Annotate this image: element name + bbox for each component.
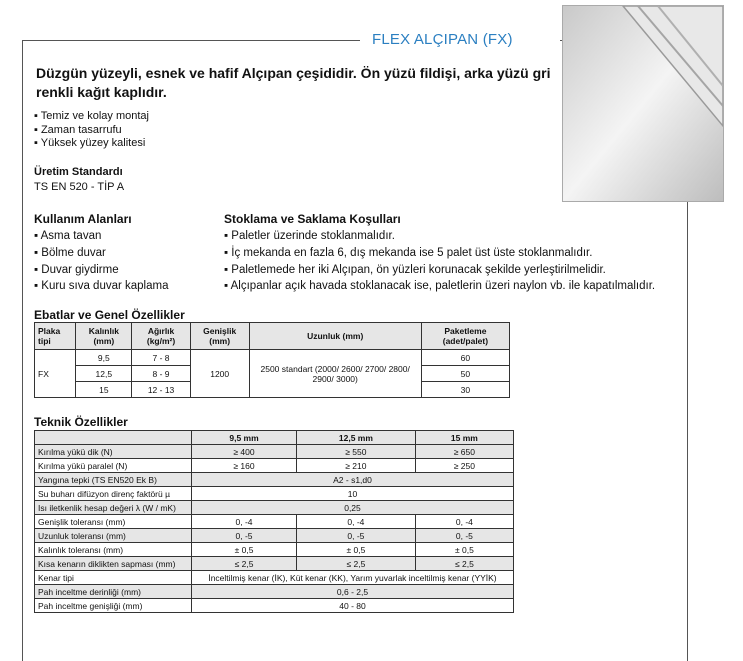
table-cell: İnceltilmiş kenar (İK), Küt kenar (KK), Yarım yuvarlak inceltilmiş kenar (YYİK) <box>192 571 514 585</box>
table-cell: 0, -4 <box>192 515 297 529</box>
row-label: Kalınlık toleransı (mm) <box>35 543 192 557</box>
table-cell: ≥ 400 <box>192 445 297 459</box>
table-cell: 7 - 8 <box>132 350 191 366</box>
table-cell: 12 - 13 <box>132 382 191 398</box>
table-cell: 15 <box>76 382 132 398</box>
table-cell: 10 <box>192 487 514 501</box>
header-cell: Plaka tipi <box>35 323 76 350</box>
table-cell: 50 <box>421 366 509 382</box>
storage-item: ▪ Alçıpanlar açık havada stoklanacak ise, paletlerin üzeri naylon vb. ile kapatılmalıdır. <box>224 280 656 293</box>
header-cell <box>35 431 192 445</box>
table-cell: ≥ 250 <box>415 459 513 473</box>
headline: Düzgün yüzeyli, esnek ve hafif Alçıpan çeşididir. Ön yüzü fildişi, arka yüzü gri renkli kağıt kaplıdır. <box>36 65 551 100</box>
table-row <box>35 585 514 599</box>
technical-table <box>34 430 514 613</box>
table-cell: 0, -5 <box>297 529 416 543</box>
product-image <box>562 5 724 202</box>
storage-item: ▪ Paletlemede her iki Alçıpan, ön yüzleri korunacak şekilde yerleştirilmelidir. <box>224 263 606 276</box>
table-cell: A2 - s1,d0 <box>192 473 514 487</box>
feature-list <box>34 110 149 151</box>
page-title: FLEX ALÇIPAN (FX) <box>372 31 513 48</box>
usage-item: ▪ Kuru sıva duvar kaplama <box>34 280 169 293</box>
technical-heading: Teknik Özellikler <box>34 415 128 429</box>
storage-item: ▪ Paletler üzerinde stoklanmalıdır. <box>224 230 395 242</box>
usage-list <box>34 228 168 295</box>
table-cell: ± 0,5 <box>297 543 416 557</box>
row-label: Kısa kenarın diklikten sapması (mm) <box>35 557 192 571</box>
standard-value: TS EN 520 - TİP A <box>34 181 125 193</box>
table-row <box>35 445 514 459</box>
header-cell: 15 mm <box>415 431 513 445</box>
standard-heading: Üretim Standardı <box>34 166 123 178</box>
table-cell: 60 <box>421 350 509 366</box>
header-cell: Uzunluk (mm) <box>249 323 421 350</box>
usage-item: ▪ Asma tavan <box>34 230 102 242</box>
table-cell: ≤ 2,5 <box>415 557 513 571</box>
table-row <box>35 571 514 585</box>
type-cell: FX <box>35 350 76 398</box>
table-cell: ≥ 160 <box>192 459 297 473</box>
header-cell: Kalınlık (mm) <box>76 323 132 350</box>
header-cell: 9,5 mm <box>192 431 297 445</box>
technical-body <box>35 445 514 613</box>
usage-item: ▪ Bölme duvar <box>34 246 106 259</box>
table-cell: ≥ 550 <box>297 445 416 459</box>
table-cell: ± 0,5 <box>415 543 513 557</box>
header-cell: Ağırlık (kg/m²) <box>132 323 191 350</box>
table-cell: ± 0,5 <box>192 543 297 557</box>
table-cell: 12,5 <box>76 366 132 382</box>
dimensions-table <box>34 322 510 398</box>
row-label: Kırılma yükü paralel (N) <box>35 459 192 473</box>
table-cell: 0, -4 <box>297 515 416 529</box>
usage-heading: Kullanım Alanları <box>34 212 132 226</box>
storage-heading: Stoklama ve Saklama Koşulları <box>224 212 401 226</box>
table-cell: ≤ 2,5 <box>192 557 297 571</box>
dimensions-heading: Ebatlar ve Genel Özellikler <box>34 308 185 322</box>
table-cell: 0, -5 <box>192 529 297 543</box>
table-row <box>35 529 514 543</box>
table-cell: 8 - 9 <box>132 366 191 382</box>
storage-list <box>224 228 655 295</box>
storage-item: ▪ İç mekanda en fazla 6, dış mekanda ise 5 palet üst üste stoklanmalıdır. <box>224 246 593 259</box>
table-cell: 0, -5 <box>415 529 513 543</box>
table-row <box>35 557 514 571</box>
row-label: Genişlik toleransı (mm) <box>35 515 192 529</box>
header-cell: Paketleme (adet/palet) <box>421 323 509 350</box>
feature-item: ▪ Temiz ve kolay montaj <box>34 110 149 122</box>
width-cell: 1200 <box>190 350 249 398</box>
usage-item: ▪ Duvar giydirme <box>34 263 119 276</box>
table-cell: 9,5 <box>76 350 132 366</box>
feature-item: ▪ Zaman tasarrufu <box>34 123 122 136</box>
row-label: Isı iletkenlik hesap değeri λ (W / mK) <box>35 501 192 515</box>
feature-item: ▪ Yüksek yüzey kalitesi <box>34 137 146 150</box>
table-row <box>35 459 514 473</box>
row-label: Kenar tipi <box>35 571 192 585</box>
table-cell: 30 <box>421 382 509 398</box>
header-cell: Genişlik (mm) <box>190 323 249 350</box>
length-cell: 2500 standart (2000/ 2600/ 2700/ 2800/ 2900/ 3000) <box>249 350 421 398</box>
table-row <box>35 501 514 515</box>
header-cell: 12,5 mm <box>297 431 416 445</box>
row-label: Yangına tepki (TS EN520 Ek B) <box>35 473 192 487</box>
table-row <box>35 487 514 501</box>
row-label: Kırılma yükü dik (N) <box>35 445 192 459</box>
row-label: Su buharı difüzyon direnç faktörü µ <box>35 487 192 501</box>
table-row <box>35 599 514 613</box>
table-cell: ≥ 650 <box>415 445 513 459</box>
row-label: Uzunluk toleransı (mm) <box>35 529 192 543</box>
row-label: Pah inceltme derinliği (mm) <box>35 585 192 599</box>
table-row <box>35 515 514 529</box>
table-cell: ≤ 2,5 <box>297 557 416 571</box>
row-label: Pah inceltme genişliği (mm) <box>35 599 192 613</box>
table-cell: 0,25 <box>192 501 514 515</box>
table-cell: 0,6 - 2,5 <box>192 585 514 599</box>
table-cell: 40 - 80 <box>192 599 514 613</box>
table-cell: 0, -4 <box>415 515 513 529</box>
table-row <box>35 473 514 487</box>
table-cell: ≥ 210 <box>297 459 416 473</box>
table-row <box>35 543 514 557</box>
